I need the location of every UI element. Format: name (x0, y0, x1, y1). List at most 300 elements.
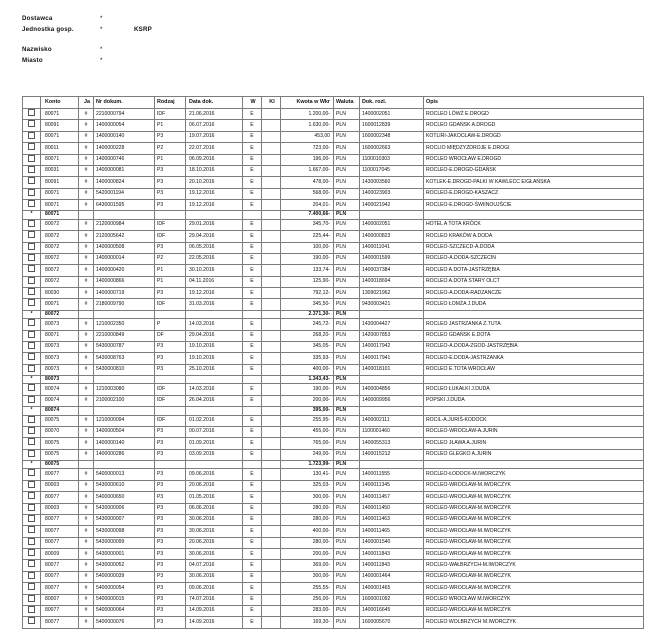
row-checkbox[interactable] (28, 365, 35, 372)
table-row[interactable] (23, 242, 644, 253)
table-row[interactable] (23, 395, 644, 406)
table-row[interactable] (23, 594, 644, 605)
cell-dok-rozl: 1400011843 (360, 549, 424, 560)
row-checkbox[interactable] (28, 481, 35, 488)
cell-opis: ROCLEO ŁUKAŁKI J.DUDA (424, 384, 644, 395)
header-row (22, 25, 665, 34)
cell-opis: ROCLEO A.DOTA-JASTRZĘBIA (424, 265, 644, 276)
cell-opis: ROCLEO JŁAWA A.JURIN (424, 438, 644, 449)
cell-rodzaj: P3 (155, 549, 186, 560)
cell-rodzaj: P3 (155, 165, 186, 176)
column-header-kwota: Kwota w Wkr (281, 97, 334, 109)
table-row[interactable] (23, 177, 644, 188)
cell-kwota: 100,00- (281, 242, 334, 253)
row-checkbox[interactable] (28, 396, 35, 403)
cell-dok-rozl: 1400037384 (360, 265, 424, 276)
cell-nr-dokumentu: 5400000013 (94, 469, 155, 480)
cell-waluta: PLN (334, 177, 360, 188)
cell-opis: ROCLEO-SZCZECD-A.DODA (424, 242, 644, 253)
row-checkbox[interactable] (28, 438, 35, 445)
table-row[interactable] (23, 605, 644, 616)
cell-dok-rozl: 1400001599 (360, 253, 424, 264)
cell-konto: 80074 (41, 384, 79, 395)
cell-opis (424, 310, 644, 318)
table-row[interactable] (23, 449, 644, 460)
cell-opis: ROCLEO GLEGKO A.JURIN (424, 449, 644, 460)
table-row[interactable] (23, 231, 644, 242)
cell-dok-rozl: 1400011041 (360, 242, 424, 253)
cell-opis: ROCIL-A.JURIŚ-KODOCK (424, 415, 644, 426)
cell-w: E (243, 426, 262, 437)
cell-kwota: 2.371,30- (281, 310, 334, 318)
cell-kwota: 345,05- (281, 341, 334, 352)
row-checkbox[interactable] (28, 109, 35, 116)
cell-jm: # (79, 571, 94, 582)
table-row[interactable] (23, 143, 644, 154)
row-marker (23, 583, 41, 594)
row-checkbox[interactable] (28, 384, 35, 391)
row-checkbox[interactable] (28, 515, 35, 522)
cell-w: E (243, 165, 262, 176)
cell-data-dok: 19.12.2016 (186, 288, 243, 299)
row-marker: * (23, 310, 41, 318)
cell-kwota: 478,00- (281, 177, 334, 188)
table-row[interactable] (23, 560, 644, 571)
cell-konto: 80077 (41, 560, 79, 571)
table-row[interactable] (23, 549, 644, 560)
row-marker (23, 492, 41, 503)
cell-kwota: 1.630,00- (281, 120, 334, 131)
row-marker (23, 253, 41, 264)
table-body (23, 109, 644, 629)
cell-nr-dokumentu: 5400000076 (94, 617, 155, 628)
cell-opis: ROCLEO GDAŃSK A.DROGD (424, 120, 644, 131)
cell-waluta: PLN (334, 426, 360, 437)
cell-opis: ROCLEO LÓWŻ E.DROGD (424, 109, 644, 120)
cell-kl (262, 219, 281, 230)
column-header-nrdok: Nr dokum. (94, 97, 155, 109)
row-checkbox[interactable] (28, 595, 35, 602)
cell-jm: # (79, 253, 94, 264)
cell-konto: 80073 (41, 376, 79, 384)
row-marker (23, 265, 41, 276)
cell-w (243, 376, 262, 384)
cell-nr-dokumentu: 5430000001 (94, 549, 155, 560)
table-row[interactable] (23, 131, 644, 142)
row-checkbox[interactable] (28, 492, 35, 499)
cell-kwota: 325,03- (281, 480, 334, 491)
table-row[interactable] (23, 492, 644, 503)
row-checkbox[interactable] (28, 155, 35, 162)
header-label: Dostawca (22, 15, 53, 22)
cell-data-dok (186, 461, 243, 469)
cell-kl (262, 537, 281, 548)
cell-w: E (243, 319, 262, 330)
cell-jm: # (79, 605, 94, 616)
cell-jm: # (79, 537, 94, 548)
cell-kwota: 255,55- (281, 583, 334, 594)
cell-nr-dokumentu: 1400000286 (94, 449, 155, 460)
row-checkbox[interactable] (28, 319, 35, 326)
cell-w: E (243, 594, 262, 605)
table-row[interactable] (23, 319, 644, 330)
cell-data-dok: 20.06.2016 (186, 537, 243, 548)
cell-waluta: PLN (334, 219, 360, 230)
table-row[interactable] (23, 299, 644, 310)
table-row[interactable] (23, 165, 644, 176)
row-checkbox[interactable] (28, 189, 35, 196)
cell-dok-rozl (360, 310, 424, 318)
cell-kwota: 1.200,00- (281, 109, 334, 120)
cell-kwota: 400,00- (281, 526, 334, 537)
table-row[interactable] (23, 276, 644, 287)
cell-w: E (243, 480, 262, 491)
table-row[interactable] (23, 364, 644, 375)
cell-data-dok: 29.04.2016 (186, 231, 243, 242)
cell-opis (424, 376, 644, 384)
row-checkbox[interactable] (28, 132, 35, 139)
table-header-row (23, 97, 644, 109)
row-checkbox[interactable] (28, 450, 35, 457)
row-checkbox[interactable] (28, 143, 35, 150)
row-marker (23, 560, 41, 571)
row-checkbox[interactable] (28, 277, 35, 284)
cell-data-dok: 06.05.2016 (186, 242, 243, 253)
cell-opis: ROCLEO-WROCŁAW-M.IWORCZYK (424, 526, 644, 537)
ledger-table (22, 96, 644, 629)
row-marker (23, 341, 41, 352)
cell-kwota: 245,72- (281, 319, 334, 330)
row-marker: * (23, 461, 41, 469)
row-checkbox[interactable] (28, 583, 35, 590)
row-checkbox[interactable] (28, 560, 35, 567)
row-marker (23, 426, 41, 437)
cell-nr-dokumentu: 5430000006 (94, 503, 155, 514)
row-checkbox[interactable] (28, 299, 35, 306)
cell-jm: # (79, 177, 94, 188)
row-checkbox[interactable] (28, 606, 35, 613)
cell-waluta: PLN (334, 253, 360, 264)
cell-waluta: PLN (334, 449, 360, 460)
cell-w (243, 407, 262, 415)
cell-dok-rozl: 1400004856 (360, 384, 424, 395)
row-marker (23, 330, 41, 341)
cell-nr-dokumentu (94, 310, 155, 318)
cell-kwota: 369,00- (281, 560, 334, 571)
row-marker (23, 503, 41, 514)
table-head (23, 97, 644, 109)
cell-nr-dokumentu: 1400000140 (94, 131, 155, 142)
row-marker (23, 319, 41, 330)
table-row[interactable] (23, 537, 644, 548)
cell-kl (262, 154, 281, 165)
cell-kl (262, 364, 281, 375)
row-checkbox[interactable] (28, 166, 35, 173)
cell-jm: # (79, 276, 94, 287)
column-header-mark (23, 97, 41, 109)
cell-w: E (243, 188, 262, 199)
table-row[interactable] (23, 415, 644, 426)
cell-data-dok: 30.06.2016 (186, 571, 243, 582)
table-row[interactable] (23, 526, 644, 537)
cell-konto: 80077 (41, 571, 79, 582)
cell-rodzaj: P2 (155, 143, 186, 154)
table-row[interactable] (23, 503, 644, 514)
cell-dok-rozl: 1400016645 (360, 605, 424, 616)
cell-opis: ROCLEO-E.DROGD-ŚWIINOUJŚCIE (424, 200, 644, 211)
cell-waluta: PLN (334, 583, 360, 594)
cell-nr-dokumentu: 5420001194 (94, 188, 155, 199)
row-checkbox[interactable] (28, 288, 35, 295)
table-row[interactable] (23, 353, 644, 364)
cell-kl (262, 231, 281, 242)
cell-nr-dokumentu (94, 461, 155, 469)
table-row[interactable] (23, 341, 644, 352)
cell-rodzaj: P3 (155, 503, 186, 514)
table-row[interactable] (23, 376, 644, 384)
cell-opis (424, 407, 644, 415)
cell-data-dok: 30.06.2016 (186, 549, 243, 560)
cell-dok-rozl: 1600005670 (360, 617, 424, 628)
row-marker (23, 605, 41, 616)
cell-konto: 80075 (41, 461, 79, 469)
cell-rodzaj: IDF (155, 231, 186, 242)
row-marker (23, 131, 41, 142)
row-checkbox[interactable] (28, 572, 35, 579)
table-row[interactable] (23, 188, 644, 199)
cell-rodzaj: IDF (155, 299, 186, 310)
column-header-rodzaj: Rodzaj (155, 97, 186, 109)
table-row[interactable] (23, 265, 644, 276)
table-row[interactable] (23, 330, 644, 341)
cell-dok-rozl (360, 461, 424, 469)
cell-w: E (243, 143, 262, 154)
cell-konto: 80077 (41, 583, 79, 594)
report-page (0, 14, 665, 625)
cell-data-dok (186, 310, 243, 318)
cell-opis: ROCLEO-WROCŁAW-M.IWORCZYK (424, 537, 644, 548)
cell-rodzaj (155, 407, 186, 415)
cell-jm: # (79, 131, 94, 142)
cell-jm: # (79, 492, 94, 503)
cell-kwota: 125,90- (281, 276, 334, 287)
row-marker (23, 177, 41, 188)
row-checkbox[interactable] (28, 200, 35, 207)
cell-nr-dokumentu: 1210003080 (94, 384, 155, 395)
cell-rodzaj (155, 310, 186, 318)
cell-kl (262, 109, 281, 120)
cell-kwota: 196,00- (281, 154, 334, 165)
row-checkbox[interactable] (28, 427, 35, 434)
cell-rodzaj: P3 (155, 449, 186, 460)
table-row[interactable] (23, 571, 644, 582)
cell-rodzaj: P3 (155, 560, 186, 571)
cell-dok-rozl: 1400011450 (360, 503, 424, 514)
cell-kwota: 723,00- (281, 143, 334, 154)
cell-kl (262, 376, 281, 384)
cell-nr-dokumentu: 5400000015 (94, 594, 155, 605)
table-row[interactable] (23, 617, 644, 628)
table-row[interactable] (23, 253, 644, 264)
row-checkbox[interactable] (28, 342, 35, 349)
cell-kwota: 345,70- (281, 219, 334, 230)
cell-jm: # (79, 200, 94, 211)
cell-dok-rozl: 1400011465 (360, 526, 424, 537)
cell-waluta: PLN (334, 526, 360, 537)
cell-nr-dokumentu: 1400000014 (94, 253, 155, 264)
cell-w: E (243, 253, 262, 264)
row-checkbox[interactable] (28, 353, 35, 360)
table-row[interactable] (23, 310, 644, 318)
cell-opis: ROCLEO-WROCŁAW-M.IWORCZYK (424, 605, 644, 616)
header-row (22, 56, 665, 65)
cell-data-dok: 29.01.2016 (186, 219, 243, 230)
cell-w: E (243, 571, 262, 582)
table-row[interactable] (23, 438, 644, 449)
cell-data-dok (186, 211, 243, 219)
cell-jm (79, 211, 94, 219)
cell-nr-dokumentu: 1400000746 (94, 154, 155, 165)
cell-data-dok: 14.03.2016 (186, 319, 243, 330)
cell-waluta: PLN (334, 492, 360, 503)
cell-w: E (243, 341, 262, 352)
cell-w: E (243, 219, 262, 230)
cell-jm: # (79, 353, 94, 364)
cell-rodzaj: P3 (155, 583, 186, 594)
cell-kl (262, 253, 281, 264)
header-label: Miasto (22, 56, 43, 64)
cell-kwota: 453,00 (281, 131, 334, 142)
row-checkbox[interactable] (28, 177, 35, 184)
cell-kl (262, 299, 281, 310)
cell-jm: # (79, 503, 94, 514)
cell-jm: # (79, 549, 94, 560)
table-row[interactable] (23, 154, 644, 165)
cell-kl (262, 211, 281, 219)
cell-rodzaj: P3 (155, 605, 186, 616)
row-checkbox[interactable] (28, 617, 35, 624)
cell-kl (262, 461, 281, 469)
cell-kwota: 200,00- (281, 395, 334, 406)
column-header-dokrozl: Dok. rozl. (360, 97, 424, 109)
cell-opis: KOTLEK-E.DROGD-PALKI W KAWLECC E/GŁAŃSKA (424, 177, 644, 188)
table-row[interactable] (23, 200, 644, 211)
table-row[interactable] (23, 583, 644, 594)
cell-w: E (243, 131, 262, 142)
row-checkbox[interactable] (28, 416, 35, 423)
cell-kwota: 345,50- (281, 299, 334, 310)
cell-waluta: PLN (334, 415, 360, 426)
cell-opis (424, 211, 644, 219)
row-marker (23, 415, 41, 426)
header-value: KSRP (134, 26, 152, 34)
cell-waluta: PLN (334, 384, 360, 395)
table-row[interactable] (23, 461, 644, 469)
table-row[interactable] (23, 219, 644, 230)
row-checkbox[interactable] (28, 220, 35, 227)
cell-jm: # (79, 319, 94, 330)
cell-jm (79, 407, 94, 415)
cell-kl (262, 384, 281, 395)
cell-w: E (243, 583, 262, 594)
cell-dok-rozl: 1400055313 (360, 438, 424, 449)
cell-opis: ROCLEO-E.DODA-JASTRZANKA (424, 353, 644, 364)
header-separator: * (100, 45, 103, 53)
cell-kwota: 190,00- (281, 384, 334, 395)
cell-dok-rozl: 1400015212 (360, 449, 424, 460)
cell-jm: # (79, 449, 94, 460)
cell-rodzaj: P3 (155, 480, 186, 491)
cell-w: E (243, 449, 262, 460)
cell-opis: ROCLEO-WROCŁAW-A.JURIN (424, 426, 644, 437)
cell-jm: # (79, 560, 94, 571)
table-row[interactable] (23, 514, 644, 525)
cell-waluta: PLN (334, 319, 360, 330)
cell-w: E (243, 549, 262, 560)
table-row[interactable] (23, 480, 644, 491)
cell-dok-rozl: 1400018101 (360, 364, 424, 375)
table-row[interactable] (23, 426, 644, 437)
cell-konto: 80071 (41, 188, 79, 199)
cell-opis: ROCLEO-WAŁBRZYCH-M.IWORCZYK (424, 560, 644, 571)
cell-w: E (243, 384, 262, 395)
row-checkbox[interactable] (28, 231, 35, 238)
row-checkbox[interactable] (28, 538, 35, 545)
cell-rodzaj: P3 (155, 594, 186, 605)
row-checkbox[interactable] (28, 526, 35, 533)
header-spacer (22, 37, 665, 45)
row-checkbox[interactable] (28, 331, 35, 338)
cell-konto: 80003 (41, 480, 79, 491)
cell-kl (262, 549, 281, 560)
cell-w: E (243, 177, 262, 188)
row-checkbox[interactable] (28, 120, 35, 127)
cell-nr-dokumentu: 2120000984 (94, 219, 155, 230)
table-row[interactable] (23, 120, 644, 131)
cell-nr-dokumentu: 1400000054 (94, 120, 155, 131)
cell-konto: 80077 (41, 469, 79, 480)
cell-nr-dokumentu: 2180009790 (94, 299, 155, 310)
table-row[interactable] (23, 384, 644, 395)
cell-jm: # (79, 583, 94, 594)
cell-jm: # (79, 242, 94, 253)
cell-data-dok: 22.05.2016 (186, 253, 243, 264)
cell-konto: 80030 (41, 288, 79, 299)
cell-jm: # (79, 265, 94, 276)
cell-rodzaj: P1 (155, 265, 186, 276)
cell-opis: ROCLEO WROCŁAW E.DROGD (424, 154, 644, 165)
cell-nr-dokumentu: 5430000007 (94, 514, 155, 525)
table-row[interactable] (23, 407, 644, 415)
cell-opis: ROCLEO-WROCŁAW-M.IWORCZYK (424, 514, 644, 525)
row-checkbox[interactable] (28, 243, 35, 250)
row-checkbox[interactable] (28, 504, 35, 511)
table-row[interactable] (23, 211, 644, 219)
cell-kwota: 568,00- (281, 188, 334, 199)
cell-w: E (243, 353, 262, 364)
table-row[interactable] (23, 109, 644, 120)
table-row[interactable] (23, 288, 644, 299)
cell-jm: # (79, 188, 94, 199)
header-row (22, 14, 665, 23)
row-checkbox[interactable] (28, 254, 35, 261)
cell-waluta: PLN (334, 310, 360, 318)
cell-kwota: 300,00- (281, 492, 334, 503)
row-checkbox[interactable] (28, 265, 35, 272)
row-checkbox[interactable] (28, 549, 35, 556)
row-marker (23, 276, 41, 287)
cell-w: E (243, 242, 262, 253)
